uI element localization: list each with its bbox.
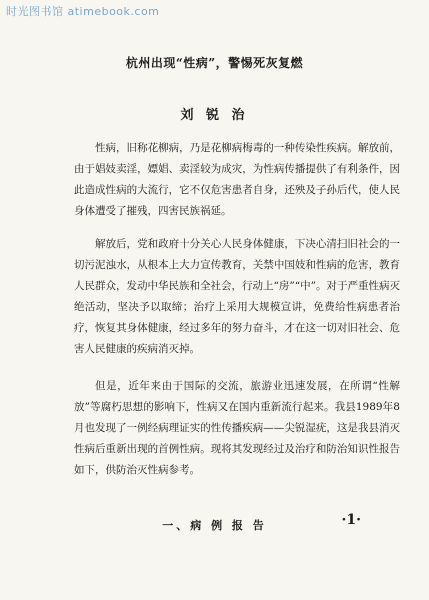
author-name: 刘 锐 治: [180, 108, 249, 123]
article-title: 杭州出现“性病”，警惕死灰复燃: [125, 56, 304, 70]
paragraph-3: 但是，近年来由于国际的交流，旅游业迅速发展，在所谓“性解放”等腐朽思想的影响下，性病又在国内重新流行起来。我县1989年8月也发现了一例经病理证实的性传播疾病——尖锐湿疣，这是我县消灭性病后重新出现的首例性病。现将其发现经过及治疗和防治知识性报告如下，供防治灭性病参考。: [74, 380, 400, 476]
watermark: 时光图书馆 atimebook.com: [6, 5, 160, 18]
paragraph-2: 解放后，党和政府十分关心人民身体健康，下决心清扫旧社会的一切污泥浊水，从根本上大力宣传教育，关禁中国妓和性病的危害，教育人民群众，发动中华民族和全社会，行动上“房”“中”。对于严重性病灭绝活动，坚决予以取缔；治疗上采用大规模宣讲，免费给性病患者治疗，恢复其身体健康，经过多年的努力奋斗，才在这一切对旧社会、危害人民健康的疾病消灭掉。: [74, 238, 400, 355]
section-heading: 一、病 例 报 告: [162, 519, 267, 532]
paragraph-1: 性病，旧称花柳病，乃是花柳病梅毒的一种传染性疾病。解放前，由于娼妓卖淫，嫖娼、卖淫较为成灾，为性病传播提供了有利条件，因此造成性病的大流行，它不仅危害患者自身，还殃及子孙后代，使人民身体遭受了摧残，四害民族祸延。: [74, 142, 400, 217]
page-number: ·1·: [341, 512, 361, 528]
